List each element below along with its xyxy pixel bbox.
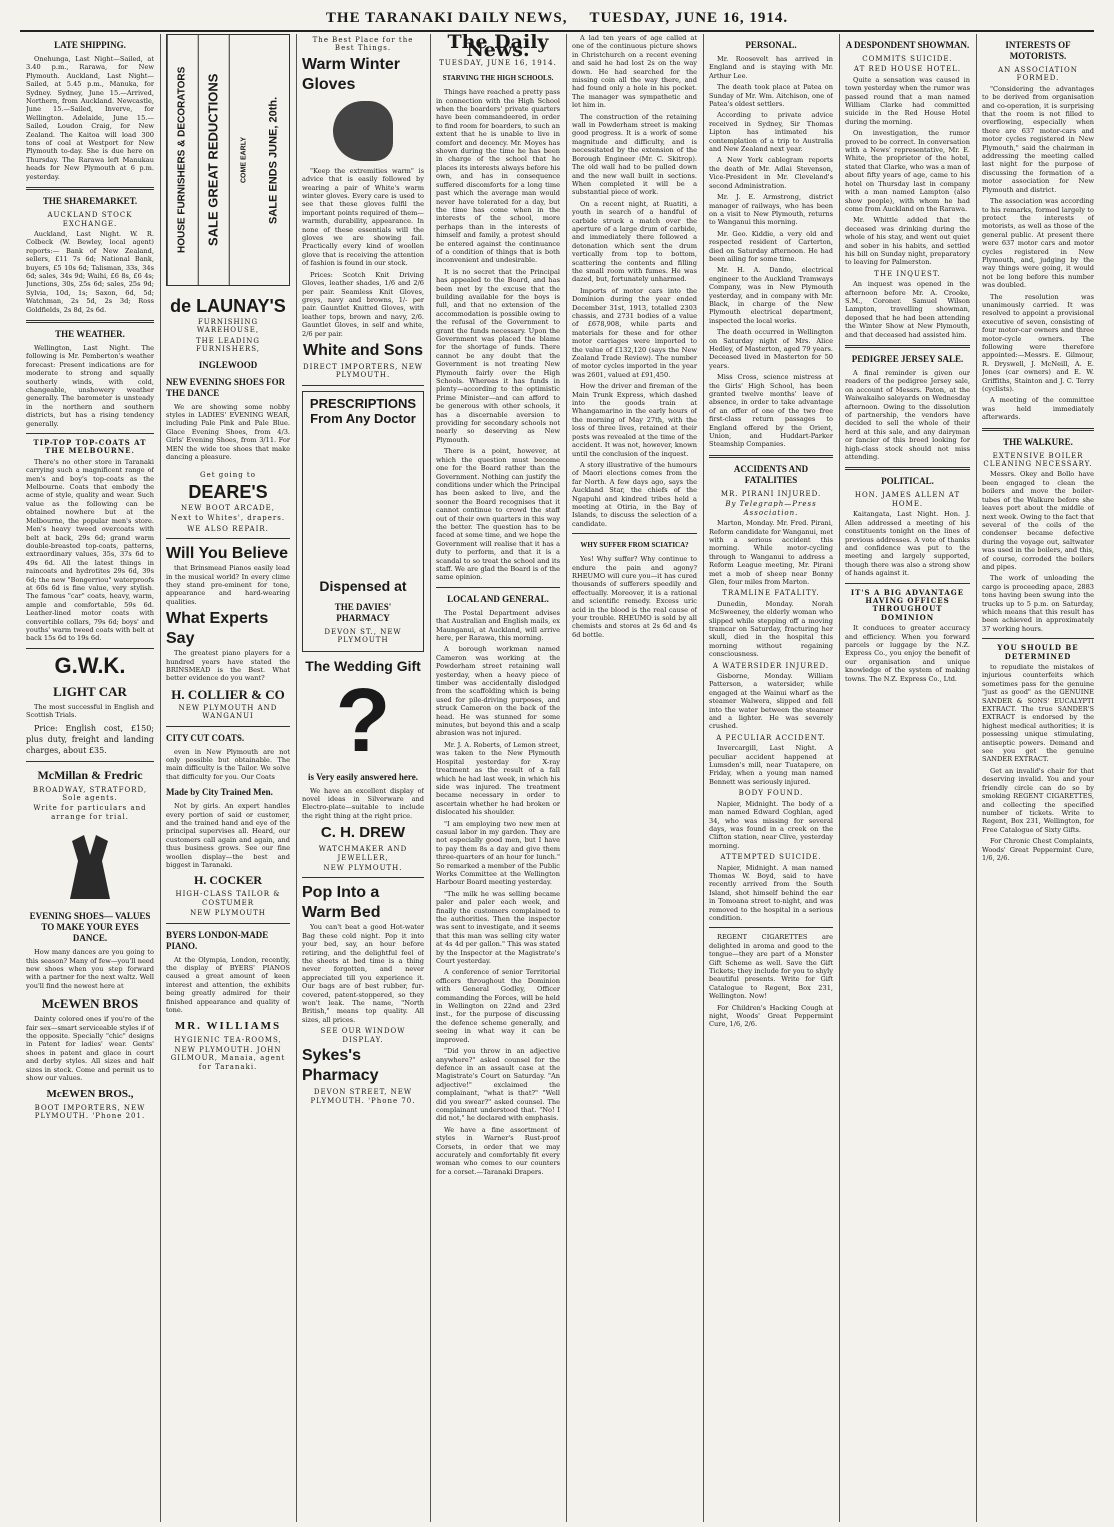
- motorists-p3: The resolution was unanimously carried. It was resolved to appoint a provisional executive of seven, consisting of four motor-car owners and three motor-cycle owners. The following were therefore appointed:—Messrs. E. Gilmour, R. Dryswell, J. McNeill, A. E. Jones (car owners) and E. W. Griffiths, Stainton and J. C. Terry (cyclists).: [982, 292, 1094, 394]
- delaunay-title: de LAUNAY'S: [170, 296, 286, 316]
- sale-advert: [166, 34, 290, 286]
- personal-p5: Mr. J. E. Armstrong, district manager of railways, who has been on a visit to New Plymouth, returns to Wanganui this morning.: [709, 193, 833, 227]
- sander-text: to repudiate the mistakes of injurious counterfeits which sometimes pass for the genuine "just as good" as the GENUINE SANDER & SONS' EUCALYPTI EXTRACT. The true SANDER'S EXTRACT is endorsed by the highest medical authorities; it is possessing unique stimulating, antiseptic powers. Demand and see you get the genuine SANDER EXTRACT.: [982, 663, 1094, 764]
- column-2: [166, 34, 290, 1522]
- motorists-p4: A meeting of the committee was held immediately afterwards.: [982, 396, 1094, 422]
- walkure-heading: THE WALKURE.: [1003, 436, 1073, 447]
- column-rule: [296, 34, 297, 1522]
- woods-text: For Chronic Chest Complaints, Woods' Great Peppermint Cure, 1/6, 2/6.: [982, 837, 1094, 862]
- regent-text: REGENT CIGARETTES are delighted in aroma and good to the tongue—they are part of a Monster Gift Scheme as well. Save the Gift Tickets; they include for you to shyly beautiful presents. Write for Gift Catalogue to Regent, Box 231, Wellington. Now!: [709, 933, 833, 1001]
- sharemarket-heading: THE SHAREMARKET.: [42, 196, 138, 207]
- inquest-heading: THE INQUEST.: [874, 269, 941, 278]
- col5-p5: How the driver and fireman of the Main Trunk Express, which dashed into the goods train at Whangamarino in the early hours of the morning of May 27th, with the loss of three lives, retained at their posts was revealed at the time of the accident. It was not, however, known until the conclusion of the inquest.: [572, 382, 697, 458]
- body-heading: BODY FOUND.: [738, 789, 804, 798]
- editorial-p1: Things have reached a pretty pass in connection with the High School when the boarders' private quarters have been commandeered, in order to find room for boarders, to such an extent that he is unable to live in comfort and decency. Mr. Moyes has shown during the time he has been in charge of the school that he places its interests always before his own, and has in consequence suffered discomforts for a long time past which the average man would never have tolerated for a day, but the time has come when in the interests of the school, more perhaps than in the interests of himself and family, a protest should be entered against the continuance of a condition of things that is both inconvenient and undesirable.: [436, 88, 560, 265]
- inquest-text: An inquest was opened in the afternoon before Mr. A. Crooke, S.M., Coroner. Samuel Wilson Lampton, travelling showman, deposed that he had been attending the Winter Show at New Plymouth, and that deceased had assisted him.: [845, 280, 970, 339]
- cocker-town: NEW PLYMOUTH: [190, 909, 266, 918]
- personal-p9: Miss Cross, science mistress at the Girls' High School, has been granted twelve months' leave of absence, in order to take advantage of an offer of one of the two free first-class return passages to England offered by the Orient, Union, and Huddart-Parker Steamship Companies.: [709, 373, 833, 449]
- motorists-p1: "Considering the advantages to be derived from organisation and co-operation, it is surprising that the room is not filled to overflowing, especially when there are 637 motor-cars and motor cycles registered in New Plymouth," said the chairman in addressing the meeting called last night for the purpose of discussing the formation of a motor association for New Plymouth and district.: [982, 84, 1094, 194]
- deare-title: DEARE'S: [188, 481, 268, 502]
- suicide-text: Napier, Midnight. A man named Thomas W. Boyd, said to have recently arrived from the South Island, shot himself behind the ear in Tomoana street to-night, and was removed to the hospital in a serious condition.: [709, 863, 833, 922]
- local-p1: The Postal Department advises that Australian and English mails, ex Maunganui, at Auckland, will arrive here, per Rarawa, this morning.: [436, 608, 560, 642]
- local-p3: Mr. J. A. Roberts, of Lemon street, was taken to the New Plymouth Hospital yesterday for X-ray treatment as the result of a fall which he had last week, in which his side was injured. The treatment became necessary in order to ascertain whether he had broken or dislocated his shoulder.: [436, 740, 560, 817]
- white-subtitle: DIRECT IMPORTERS, NEW PLYMOUTH.: [302, 362, 423, 380]
- delaunay-subtitle: FURNISHING WAREHOUSE,: [196, 318, 260, 335]
- personal-p7: Mr. H. A. Dando, electrical engineer to the Auckland Tramways Company, was in New Plymouth yesterday, and in company with Mr. Black, in charge of the New Plymouth electrical department, inspected the local works.: [709, 266, 833, 325]
- mcewen-title: McEWEN BROS: [41, 996, 139, 1012]
- delaunay-subtitle-2: THE LEADING FURNISHERS,: [195, 336, 261, 354]
- showman-p1: Quite a sensation was caused in town yesterday when the rumor was passed round that a man named William Clarke had committed suicide in the Red House Hotel during the morning.: [845, 75, 970, 126]
- masthead-paper: THE TARANAKI DAILY NEWS,: [325, 9, 568, 26]
- regent-text-2: For Children's Hacking Cough at night, Woods' Great Peppermint Cure, 1/6, 2/6.: [709, 1003, 833, 1029]
- pirani-byline: By Telegraph—Press Association.: [725, 500, 817, 517]
- pirani-text: Marton, Monday. Mr. Fred. Pirani, Reform candidate for Wanganui, met with a serious accident this morning. While motor-cycling through to Wanganui to address a Reform League meeting, Mr. Pirani met a mob of sheep near Bonny Glen, four miles from Marton.: [709, 519, 833, 586]
- pop-title: Pop Into a Warm Bed: [302, 884, 381, 922]
- column-rule: [839, 34, 840, 1522]
- wedding-question-mark: ?: [335, 670, 391, 771]
- motorists-subheading: AN ASSOCIATION FORMED.: [998, 66, 1078, 83]
- will-text: that Brinsmead Pianos easily lead in the musical world? In every clime they stand pre-eminent for tone, appearance and hard-wearing qualities.: [166, 564, 290, 606]
- prescriptions-advert: [302, 391, 424, 652]
- column-rule: [566, 34, 567, 1522]
- tramline-heading: TRAMLINE FATALITY.: [722, 589, 820, 598]
- showman-p2: On investigation, the rumor proved to be correct. In conversation with a News' representative, Mr. E. White, the proprietor of the hotel, stated that Clarke, who was a man of about fifty years of age, came to his hotel on Thursday last in company with a man named Lampton (also show people), with whom he had come from Auckland on the Rarawa.: [845, 129, 970, 213]
- walkure-subheading: EXTENSIVE BOILER CLEANING NECESSARY.: [983, 451, 1093, 469]
- tramline-text: Dunedin, Monday. Norah McSweeney, the elderly woman who slipped while stepping off a moving tramcar on Saturday, fracturing her skull, died in the hospital this morning without regaining consciousness.: [709, 599, 833, 659]
- gwk-subtitle: LIGHT CAR: [53, 683, 127, 699]
- glove-illustration: [333, 101, 393, 161]
- drew-title: C. H. DREW: [320, 824, 406, 842]
- sciatica-text: Yes! Why suffer? Why continue to endure the pain and agony? RHEUMO will cure you—it has cured thousands of sufferers speedily and effectually. Moreover, it is a rational and scientific remedy. Excess uric acid in the blood is the real cause of your trouble. RHEUMO is sold by all chemists and stores at 2s 6d and 4s 6d bottle.: [572, 555, 697, 639]
- citycut-text-2: Not by girls. An expert handles every portion of said or customer, and the trained hand and eye of the principal supervises all. Heard, our customers call again and again, and thus business grows. See our fine woollen display—the best and biggest in Taranaki.: [166, 802, 290, 870]
- motorists-heading: INTERESTS OF MOTORISTS.: [1005, 40, 1071, 61]
- shipping-text: Onehunga, Last Night—Sailed, at 3.40 p.m., Rarawa, for New Plymouth. Auckland, Last Night—Sailed, at 5.45 p.m., Manuka, for Sydney. Sydney, June 15.—Arrived, Northern, from Auckland. Newcastle, June 15.—Sailed, Inverve, for Wellington. Adelaide, June 15.—Sailed, Loudon Craig, for New Zealand. The Kaitoa will load 300 tons of coal at Westport for New Plymouth to-day. She is due here on Thursday. The Rarawa left Manukau heads for New Plymouth at 6 p.m. yesterday.: [26, 55, 154, 181]
- showman-heading: A DESPONDENT SHOWMAN.: [845, 40, 970, 50]
- column-3: [302, 34, 424, 1522]
- local-p4: "I am employing two new men at casual labor in my garden. They are not especially good men, but I have to pay them 8s a day and give them three-quarters of an hour for lunch." So remarked a member of the Public Works Committee at the Wellington Harbour Board meeting yesterday.: [436, 819, 560, 887]
- masthead-date: TUESDAY, JUNE 16, 1914.: [589, 9, 789, 26]
- mcmillan-title: McMillan & Fredric: [37, 767, 143, 782]
- wedding-text: We have an excellent display of novel ideas in Silverware and Electro-plate—suitable to include the right thing at the right price.: [302, 786, 424, 820]
- byers-text: At the Olympia, London, recently, the display of BYERS' PIANOS caused a great amount of keen interest and attention, the exhibits being greatly admired for their finished appearance and quality of tone.: [166, 955, 290, 1015]
- col5-p3: On a recent night, at Ruatiti, a youth in search of a handful of carbide struck a match over the aperture of a large drum of carbide, and immediately there followed a detonation which sent the drum vertically from top to bottom, scattering the contents and filling the small room with fumes. He was dazed, but, fortunately unharmed.: [572, 199, 697, 284]
- delaunay-town: INGLEWOOD: [198, 359, 258, 370]
- pop-text: You can't beat a good Hot-water Bag these cold night. Pop it into your bed, say, an hour before retiring, and the delightful feel of the sheets at bed time is a thing never forgotten, and never appreciated till you experience it. Our bags are of best rubber, fur-covered, patent-stoppered, so they won't leak. The name, "North British," means top quality. All sizes, all prices.: [302, 923, 424, 1024]
- motorists-p2: The association was according to his remarks, formed largely to protect the interests of motorists, as well as those of the general public. At present there were 637 motor cars and motor cycles registered in New Plymouth, and, judging by the way things were going, it would not be long before this number was doubled.: [982, 197, 1094, 290]
- gwk-text: The most successful in English and Scottish Trials.: [26, 702, 154, 720]
- col5-p6: A story illustrative of the humours of Maori elections comes from the far North. A few days ago, says the Auckland Star, the chiefs of the Ngapuhi and kindred tribes held a meeting at Otiria, in the Bay of Islands, to discuss the selection of a candidate.: [572, 460, 697, 528]
- byers-heading: BYERS LONDON-MADE PIANO.: [166, 929, 269, 951]
- topcoat-text: There's no other store in Taranaki carrying such a magnificent range of men's and boy's top-coats as the Melbourne. Coats that embody the acme of style, quality and wear. Such value as the following can be obtained nowhere but at the Melbourne, the popular men's store. Men's heavy tweed overcoats with belt at back, 29s 6d; grand warm double-breasted top-coats, patterns, extraordinary values, 35s, 37s 6d to 49s 6d. All the latest things in raincoats and hydrotites 29s 6d, 39s 6d; the new "Bongerriou" waterproofs at 60s 6d is fine value, very stylish. The famous "car" coats, heavy, warm, ample and comfortable, 59s 6d. Leather-lined motor coats with convertible collars, 79s 6d; boys' and youths' warm tweed coats with belt at back 15s 6d to 19s 6d.: [26, 457, 154, 643]
- wedding-answer: is Very easily answered here.: [308, 771, 418, 782]
- editorial-p3: There is a point, however, at which the question must become one for the Board rather than the Government. Nothing can justify the conditions under which the Principal has been asked to live, and the sooner the Board recognises that it cannot continue to crowd the staff out of their own quarters in this way the better. The question has to be faced at some time, and we hope the Government will realise that it has a duty to perform, and that it is a scandal to so treat the school and its staff. We are glad the Board is of the same opinion.: [436, 447, 560, 582]
- local-heading: LOCAL AND GENERAL.: [447, 593, 549, 604]
- column-rule: [160, 34, 161, 1522]
- pirani-heading: MR. PIRANI INJURED.: [720, 489, 822, 498]
- local-p5: "The milk he was selling became paler and paler each week, and finally the customers complained to the authorities. Then the inspector was sent to investigate, and it seems that this man was selling city water at 4s 4d per gallon." This was stated by the Inspector at the Magistrate's Court yesterday.: [436, 889, 560, 966]
- mcmillan-address: BROADWAY, STRATFORD, Sole agents.: [32, 785, 148, 802]
- davies-title: THE DAVIES' PHARMACY: [334, 601, 392, 623]
- gloves-prices: Prices: Scotch Knit Driving Gloves, leather shades, 1/6 and 2/6 per pair. Seamless Knit Gloves, greys, navy and browns, 1/- per pair. Gauntlet Knitted Gloves, with leather tops, brown and navy, 2/6. Gauntlet Gloves, in self and white, 2/6 per pair.: [302, 270, 424, 338]
- column-rule: [976, 34, 977, 1522]
- gloves-pre: The Best Place for the Best Things.: [312, 36, 414, 53]
- accidents-heading: ACCIDENTS AND FATALITIES: [733, 463, 809, 485]
- drew-town: NEW PLYMOUTH.: [323, 864, 403, 872]
- walkure-text: Messrs. Okey and Bollo have been engaged to clean the boilers and move the boiler-tubes of the Walkure before she leaves port about the middle of next week. Owing to the fact that several of the coils of the condenser became defective during the voyage out, saltwater was used in the boilers, and this, of course, corroded the boilers and pipes.: [982, 470, 1094, 571]
- pop-see: SEE OUR WINDOW DISPLAY.: [320, 1027, 406, 1044]
- advantage-text: It conduces to greater accuracy and efficiency. When you forward parcels or luggage by the N.Z. Express Co., you enjoy the benefit of our organisation and unique knowledge of the system of making towns. The N.Z. Express Co., Ltd.: [845, 624, 970, 683]
- dancers-illustration: [50, 831, 130, 901]
- gwk-title: G.W.K.: [54, 652, 126, 678]
- body-text: Napier, Midnight. The body of a man named Edward Coghlan, aged 34, who was missing for several days, was found in a creek on the Clifton station, near Clive, yesterday morning.: [709, 799, 833, 850]
- shipping-heading: LATE SHIPPING.: [54, 40, 126, 50]
- editorial-p2: It is no secret that the Principal has appealed to the Board, and has been met by the excuse that the building available for the boys is full, and that no extension of the accommodation is possible owing to the refusal of the Government to grant the funds necessary. Upon the Government was placed the blame for the shortage of funds. There cannot be any doubt that the Government is not treating New Plymouth fairly over the High Schools. Whereas it has funds in plenty—according to the optimistic Prime Minister—and can afford to be generous with other schools, it has a discernable aversion to providing for secondary schools not nearly so deserving as New Plymouth.: [436, 267, 560, 444]
- collier-title: H. COLLIER & CO: [171, 686, 285, 702]
- wedding-title: The Wedding Gift: [305, 657, 421, 674]
- davies-address: DEVON ST., NEW PLYMOUTH: [324, 627, 402, 645]
- local-p2: A borough workman named Cameron was working at the Powderham street retaining wall yesterday, when a heavy piece of timber was accidentally dislodged from the scaffolding which is being used for pile-driving purposes, and struck Cameron on the back of the head. He was stunned for some minutes, but beyond this and a scalp abrasion was not injured.: [436, 645, 560, 738]
- editorial-dateline: TUESDAY, JUNE 16, 1914.: [439, 58, 557, 67]
- prescriptions-dispensed: Dispensed at: [319, 577, 407, 594]
- column-1: [26, 34, 154, 1522]
- political-heading: POLITICAL.: [881, 476, 934, 487]
- editorial-masthead: The Daily News.: [447, 34, 549, 62]
- local-p6: A conference of senior Territorial officers throughout the Dominion with General Godley, Officer commanding the Forces, will be held in Wellington on 22nd and 23rd inst., for the purpose of discussing the defence scheme generally, and seeing in what way it can be improved.: [436, 968, 560, 1044]
- citycut-made: Made by City Trained Men.: [166, 787, 273, 798]
- column-6: [709, 34, 833, 1522]
- experts-title: What Experts Say: [166, 610, 269, 648]
- col5-p1: A lad ten years of age called at one of the continuous picture shows in Christchurch on a recent evening and said he had lost 2s on the way down. He had searched for the missing coin all the way there, and had found only a hole in his pocket. The manager was sympathetic and let him in.: [572, 34, 697, 110]
- personal-heading: PERSONAL.: [745, 40, 797, 50]
- personal-p6: Mr. Geo. Kiddie, a very old and respected resident of Carterton, died on Saturday afternoon. He had been ailing for some time.: [709, 229, 833, 263]
- evening-shoes-heading: EVENING SHOES— VALUES TO MAKE YOUR EYES DANCE.: [29, 911, 151, 944]
- col5-p4: Imports of motor cars into the Dominion during the year ended December 31st, 1913, totalled 2303 chassis, and 2731 bodies of a value of £678,908, while parts and materials for these and for other motor carriages were imported to the value of £132,120 (says the New Zealand Trade Review). The number of motor cycles imported in the year was 2601, valued at £91,450.: [572, 286, 697, 379]
- showman-p3: Mr. Whittle added that the deceased was drinking during the whole of his stay, and went out quiet and sober in his habits, and settled his bill on Sunday night, preparatory to leaving for Palmerston.: [845, 216, 970, 267]
- weather-text: Wellington, Last Night. The following is Mr. Pemberton's weather forecast: Present indications are for moderate to strong and squally southerly winds, with cold, changeable, unshowery weather generally. The barometer is unsteady in the northern and southern districts, but has a rising tendency generally.: [26, 343, 154, 428]
- deare-text: Next to Whites', drapers.: [170, 514, 286, 523]
- walkure-text-2: The work of unloading the cargo is proceeding apace, 2883 tons having been swung into the trucks up to 5 p.m. on Saturday, which means that this result has been achieved in approximately 37 working hours.: [982, 574, 1094, 633]
- weather-heading: THE WEATHER.: [55, 328, 125, 339]
- advantage-heading: IT'S A BIG ADVANTAGE HAVING OFFICES THROUGHOUT DOMINION: [850, 587, 965, 622]
- column-rule: [430, 34, 431, 1522]
- citycut-text: even in New Plymouth are not only possible but obtainable. The main difficulty is the Tailor. We solve that difficulty for you. Our Coats: [166, 747, 290, 781]
- prescriptions-title: PRESCRIPTIONS From Any Doctor: [309, 395, 417, 426]
- experts-text: The greatest piano players for a hundred years have stated the BRINSMEAD is the Best. What better evidence do you want?: [166, 649, 290, 683]
- gwk-price: Price: English cost, £150; plus duty, freight and landing charges, about £35.: [26, 723, 154, 755]
- will-title: Will You Believe: [166, 545, 288, 563]
- evening-shoes-2-text: We are showing some nobby styles in LADIES' EVENING WEAR, including Pale Pink and Pale Blue. Glace Evening Shoes, from 4/3. Girls' Evening Shoes, from 3/11. For MEN the wide toe shoes that make dancing a pleasure.: [166, 402, 290, 462]
- cocker-subtitle: HIGH-CLASS TAILOR & COSTUMER: [175, 890, 281, 907]
- evening-shoes-2-heading: NEW EVENING SHOES FOR THE DANCE: [166, 376, 286, 398]
- col5-p2: The construction of the retaining wall in Powderham street is making good progress. It is a work of some magnitude and difficulty, and is necessitated by the extension of the Borough Engineer (Mr. C. Skitrop). The old wall had to be pulled down and the new wall built in sections. When completed it will be a substantial piece of work.: [572, 112, 697, 197]
- political-text: Kaitangata, Last Night. Hon. J. Allen addressed a meeting of his constituents tonight on the lines of previous addresses. A vote of thanks and confidence was put to the meeting and largely supported, though there was also a strong show of hands against it.: [845, 510, 970, 578]
- cocker-title: H. COCKER: [193, 873, 262, 888]
- gloves-title: Warm Winter Gloves: [302, 55, 400, 93]
- showman-subheading: COMMITS SUICIDE.: [862, 55, 953, 63]
- mcewen2-title: McEWEN BROS.,: [46, 1087, 134, 1100]
- masthead: [20, 6, 1094, 32]
- mcmillan-text: Write for particulars and arrange for trial.: [33, 804, 147, 821]
- column-4: [436, 34, 560, 1522]
- suicide-heading: ATTEMPTED SUICIDE.: [720, 853, 822, 862]
- sharemarket-text: Auckland, Last Night. W. R. Colbeck (W. Bewley, local agent) reports:— Bank of New Zealand, sellers, £11 7s 6d; National Bank, buyers, £5 10s 6d; Talisman, 33s, 34s 6d; sales, 34s 9d; Waihi, £6 8s, £6 4s; Junctions, 30s, 25s 6d; sales, 25s 9d; Sylvia, 10d, 1s; Saxon, 6d, 5d; Watchman, 2s 5d, 2s 3d; Ross Goldfields, 2s 8d, 2s 6d.: [26, 229, 154, 314]
- column-7: [845, 34, 970, 1522]
- personal-p4: A New York cablegram reports the death of Mr. Adlai Stevenson, Vice-President in Mr. Cleveland's second Administration.: [709, 156, 833, 190]
- sharemarket-subheading: AUCKLAND STOCK EXCHANGE.: [47, 211, 133, 228]
- sykes-title: Sykes's Pharmacy: [302, 1047, 379, 1085]
- mcewen2-address: BOOT IMPORTERS, NEW PLYMOUTH. 'Phone 201.: [34, 1103, 146, 1120]
- williams-address: NEW PLYMOUTH. JOHN GILMOUR, Manaia, agent for Taranaki.: [170, 1045, 286, 1071]
- white-title: White and Sons: [303, 341, 423, 359]
- sciatica-heading: WHY SUFFER FROM SCIATICA?: [580, 541, 689, 550]
- williams-subtitle: HYGIENIC TEA-ROOMS,: [174, 1035, 282, 1044]
- evening-shoes-text: How many dances are you going to this season? Many of few—you'll need new shoes when you step forward with a partner for the next waltz. Well you'll find the newest here at: [26, 948, 154, 990]
- sale-vertical-3: COME EARLY: [229, 35, 260, 285]
- deare-subtitle: NEW BOOT ARCADE,: [181, 503, 275, 512]
- column-5: [572, 34, 697, 1522]
- sale-vertical-2: SALE GREAT REDUCTIONS: [198, 35, 229, 285]
- sale-vertical-4: SALE ENDS JUNE, 20th.: [267, 96, 280, 224]
- column-rule: [703, 34, 704, 1522]
- sale-vertical-1: HOUSE FURNISHERS & DECORATORS: [167, 35, 198, 285]
- local-p7: "Did you throw in an adjective anywhere?" asked counsel for the defence in an assault case at the Magistrate's Court on Saturday. "An adjective!" exclaimed the complainant, "what is that?" "Well did you swear?" asked counsel. The complainant understood that. "No! I did not," he declared with emphasis.: [436, 1047, 560, 1123]
- collier-subtitle: NEW PLYMOUTH AND WANGANUI: [178, 703, 278, 721]
- editorial-title: STARVING THE HIGH SCHOOLS.: [442, 74, 554, 83]
- local-p8: We have a fine assortment of styles in Warner's Rust-proof Corsets, in order that we may accurately and comfortably fit every woman who comes to our counters for a corset.—Taranaki Drapers.: [436, 1125, 560, 1176]
- mcewen-text: Dainty colored ones if you're of the fair sex—smart serviceable styles if of the opposite. Specially "chic" designs in Patent for ladies' wear. Gents' shoes in patent and glace in court and derby styles. All sizes and half sizes in stock. Come and permit us to show our values.: [26, 1015, 154, 1083]
- personal-p3: According to private advice received in Sydney, Sir Thomas Lipton has intimated his contemplation of a trip to Australia and New Zealand next year.: [709, 111, 833, 154]
- personal-p1: Mr. Roosevelt has arrived in England and is staying with Mr. Arthur Lee.: [709, 55, 833, 80]
- sander-heading: YOU SHOULD BE DETERMINED: [997, 643, 1079, 661]
- williams-title: MR. WILLIAMS: [174, 1019, 282, 1032]
- citycut-heading: CITY CUT COATS.: [166, 732, 245, 743]
- pedigree-text: A final reminder is given our readers of the pedigree Jersey sale, on account of Messrs. Paton, at the Waiwakaiho saleyards on Wednesday afternoon. Owing to the dissolution of partnership, the vendors have decided to sell the whole of their herd at this sale, and any dairyman or fancier of this breed looking for high-class stock should not miss attending.: [845, 369, 970, 462]
- waterside-heading: A WATERSIDER INJURED.: [712, 661, 830, 670]
- drew-subtitle: WATCHMAKER AND JEWELLER,: [318, 845, 408, 862]
- regent-2-text: Get an invalid's chair for that deserving invalid. You and your friendly circle can do so by smoking REGENT CIGARETTES, and collecting the specified number of tickets. Write to Regent, Box 231, Wellington, for Free Catalogue of Sixty Gifts.: [982, 766, 1094, 834]
- sykes-address: DEVON STREET, NEW PLYMOUTH. 'Phone 70.: [310, 1088, 416, 1105]
- personal-p2: The death took place at Patea on Sunday of Mr. Wm. Aitchison, one of Patea's oldest settlers.: [709, 83, 833, 109]
- peculiar-text: Invercargill, Last Night. A peculiar accident happened at Lumsden's mill, near Tuatapere, on Friday, when a young man named Bennett was seriously injured.: [709, 744, 833, 786]
- topcoat-heading: TIP-TOP TOP-COATS AT THE MELBOURNE.: [33, 438, 147, 456]
- column-8: [982, 34, 1094, 1522]
- peculiar-heading: A PECULIAR ACCIDENT.: [716, 733, 826, 742]
- deare-pre: Get going to: [200, 471, 256, 480]
- gloves-text: "Keep the extremities warm" is advice that is easily followed by wearing a pair of White's warm winter gloves. Every care is used to see that these gloves fulfil the important points required of them—warmth, durability, appearance. In none of these essentials will the gloves we are showing fail. Practically every kind of woollen glove that is receiving the attention of fashion is found in our stock.: [302, 166, 424, 268]
- deare-repair: WE ALSO REPAIR.: [187, 524, 269, 533]
- personal-p8: The death occurred in Wellington on Saturday night of Mrs. Alice Hedley, of Masterton, aged 79 years. Deceased lived in Masterton for 50 years.: [709, 328, 833, 370]
- showman-subheading-2: AT RED HOUSE HOTEL.: [853, 65, 962, 74]
- waterside-text: Gisborne, Monday. William Patterson, a watersider, while engaged at the Wainui wharf as the steamer Walwera, slipped and fell into the water between the steamer and a lighter. He was severely crushed.: [709, 672, 833, 731]
- pedigree-heading: PEDIGREE JERSEY SALE.: [851, 354, 964, 364]
- political-subheading: HON. JAMES ALLEN AT HOME.: [854, 491, 961, 508]
